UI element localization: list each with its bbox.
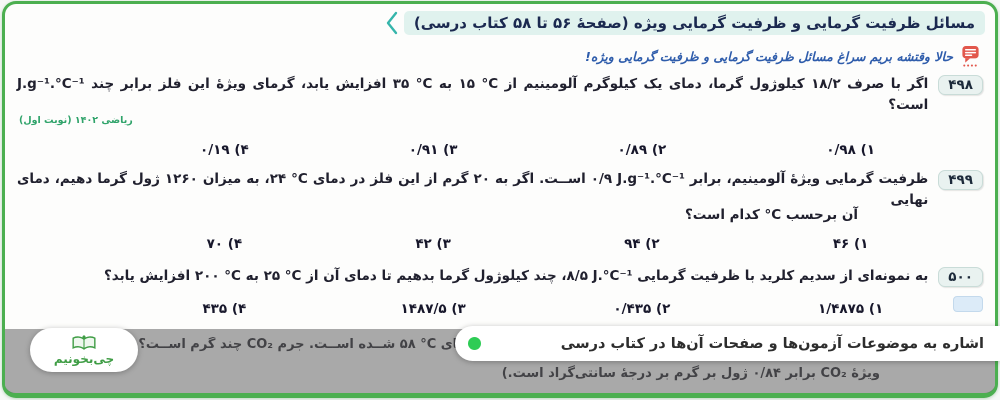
question-text: ظرفیت گرمایی ویژهٔ آلومینیم، برابر ۰/۹ J.g⁻¹.°C⁻¹ اســت. اگر به ۲۰ گرم از این فلز در دمای ۲۴ °C، به میزان ۱۲۶۰ ژول گرما دهیم، دمای نهایی — [17, 171, 929, 208]
option-3: ۳) ۱۴۸۷/۵ — [400, 301, 466, 317]
section-title: مسائل ظرفیت گرمایی و ظرفیت گرمایی ویژه (صفحهٔ ۵۶ تا ۵۸ کتاب درسی) — [404, 11, 985, 35]
partial-next-question-badge — [953, 296, 983, 312]
question-number-badge: ۵۰۰ — [938, 267, 983, 287]
option-2: ۲) ۰/۸۹ — [617, 142, 667, 158]
question-source: ریاضی ۱۴۰۲ (نوبت اول) — [19, 115, 133, 126]
question-500 — [17, 266, 983, 287]
green-dot-icon — [468, 337, 481, 350]
option-2: ۲) ۹۴ — [624, 236, 660, 252]
note-text: حالا وقتشه بریم سراغ مسائل ظرفیت گرمایی و ظرفیت گرمایی ویژه! — [585, 48, 953, 64]
question-number-badge: ۴۹۸ — [938, 75, 983, 95]
options-row-499 — [120, 236, 955, 252]
logo-text: چی‌بخونیم — [53, 351, 115, 366]
question-number-badge: ۴۹۹ — [938, 170, 983, 190]
option-4: ۴) ۴۳۵ — [202, 301, 247, 317]
option-1: ۱) ۴۶ — [832, 236, 869, 252]
option-2: ۲) ۰/۴۳۵ — [613, 301, 671, 317]
option-4: ۴) ۷۰ — [206, 236, 243, 252]
options-row-500 — [120, 301, 955, 317]
chibekhoonim-logo[interactable] — [30, 328, 138, 372]
section-header — [385, 10, 985, 36]
question-text: اگر با صرف ۱۸/۲ کیلوژول گرما، دمای یک کیلوگرم آلومینیم از ۱۵ °C به ۳۵ °C افزایش یابد، گرمای ویژهٔ این فلز برابر چند J.g⁻¹.°C⁻¹ است؟ — [17, 76, 929, 113]
speech-bubble-icon — [960, 44, 981, 68]
chevron-left-icon — [385, 10, 399, 36]
option-4: ۴) ۰/۱۹ — [199, 142, 249, 158]
question-499 — [17, 169, 983, 211]
note-row — [585, 44, 981, 68]
option-1: ۱) ۰/۹۸ — [826, 142, 876, 158]
option-3: ۳) ۴۲ — [415, 236, 451, 252]
option-1: ۱) ۱/۴۸۷۵ — [817, 301, 884, 317]
option-3: ۳) ۰/۹۱ — [408, 142, 458, 158]
options-row-498 — [120, 142, 955, 158]
tooltip-text: اشاره به موضوعات آزمون‌ها و صفحات آن‌ها در کتاب درسی — [560, 335, 984, 352]
question-499-line2: آن برحسب °C کدام است؟ — [684, 207, 858, 223]
question-text: به نمونه‌ای از سدیم کلرید با ظرفیت گرمایی ۸/۵ J.°C⁻¹، چند کیلوژول گرما بدهیم تا دمای آن از ۲۵ °C به ۲۰۰ °C افزایش یابد؟ — [103, 268, 929, 284]
question-498 — [17, 74, 983, 116]
topic-tooltip-chip[interactable] — [455, 326, 1000, 361]
